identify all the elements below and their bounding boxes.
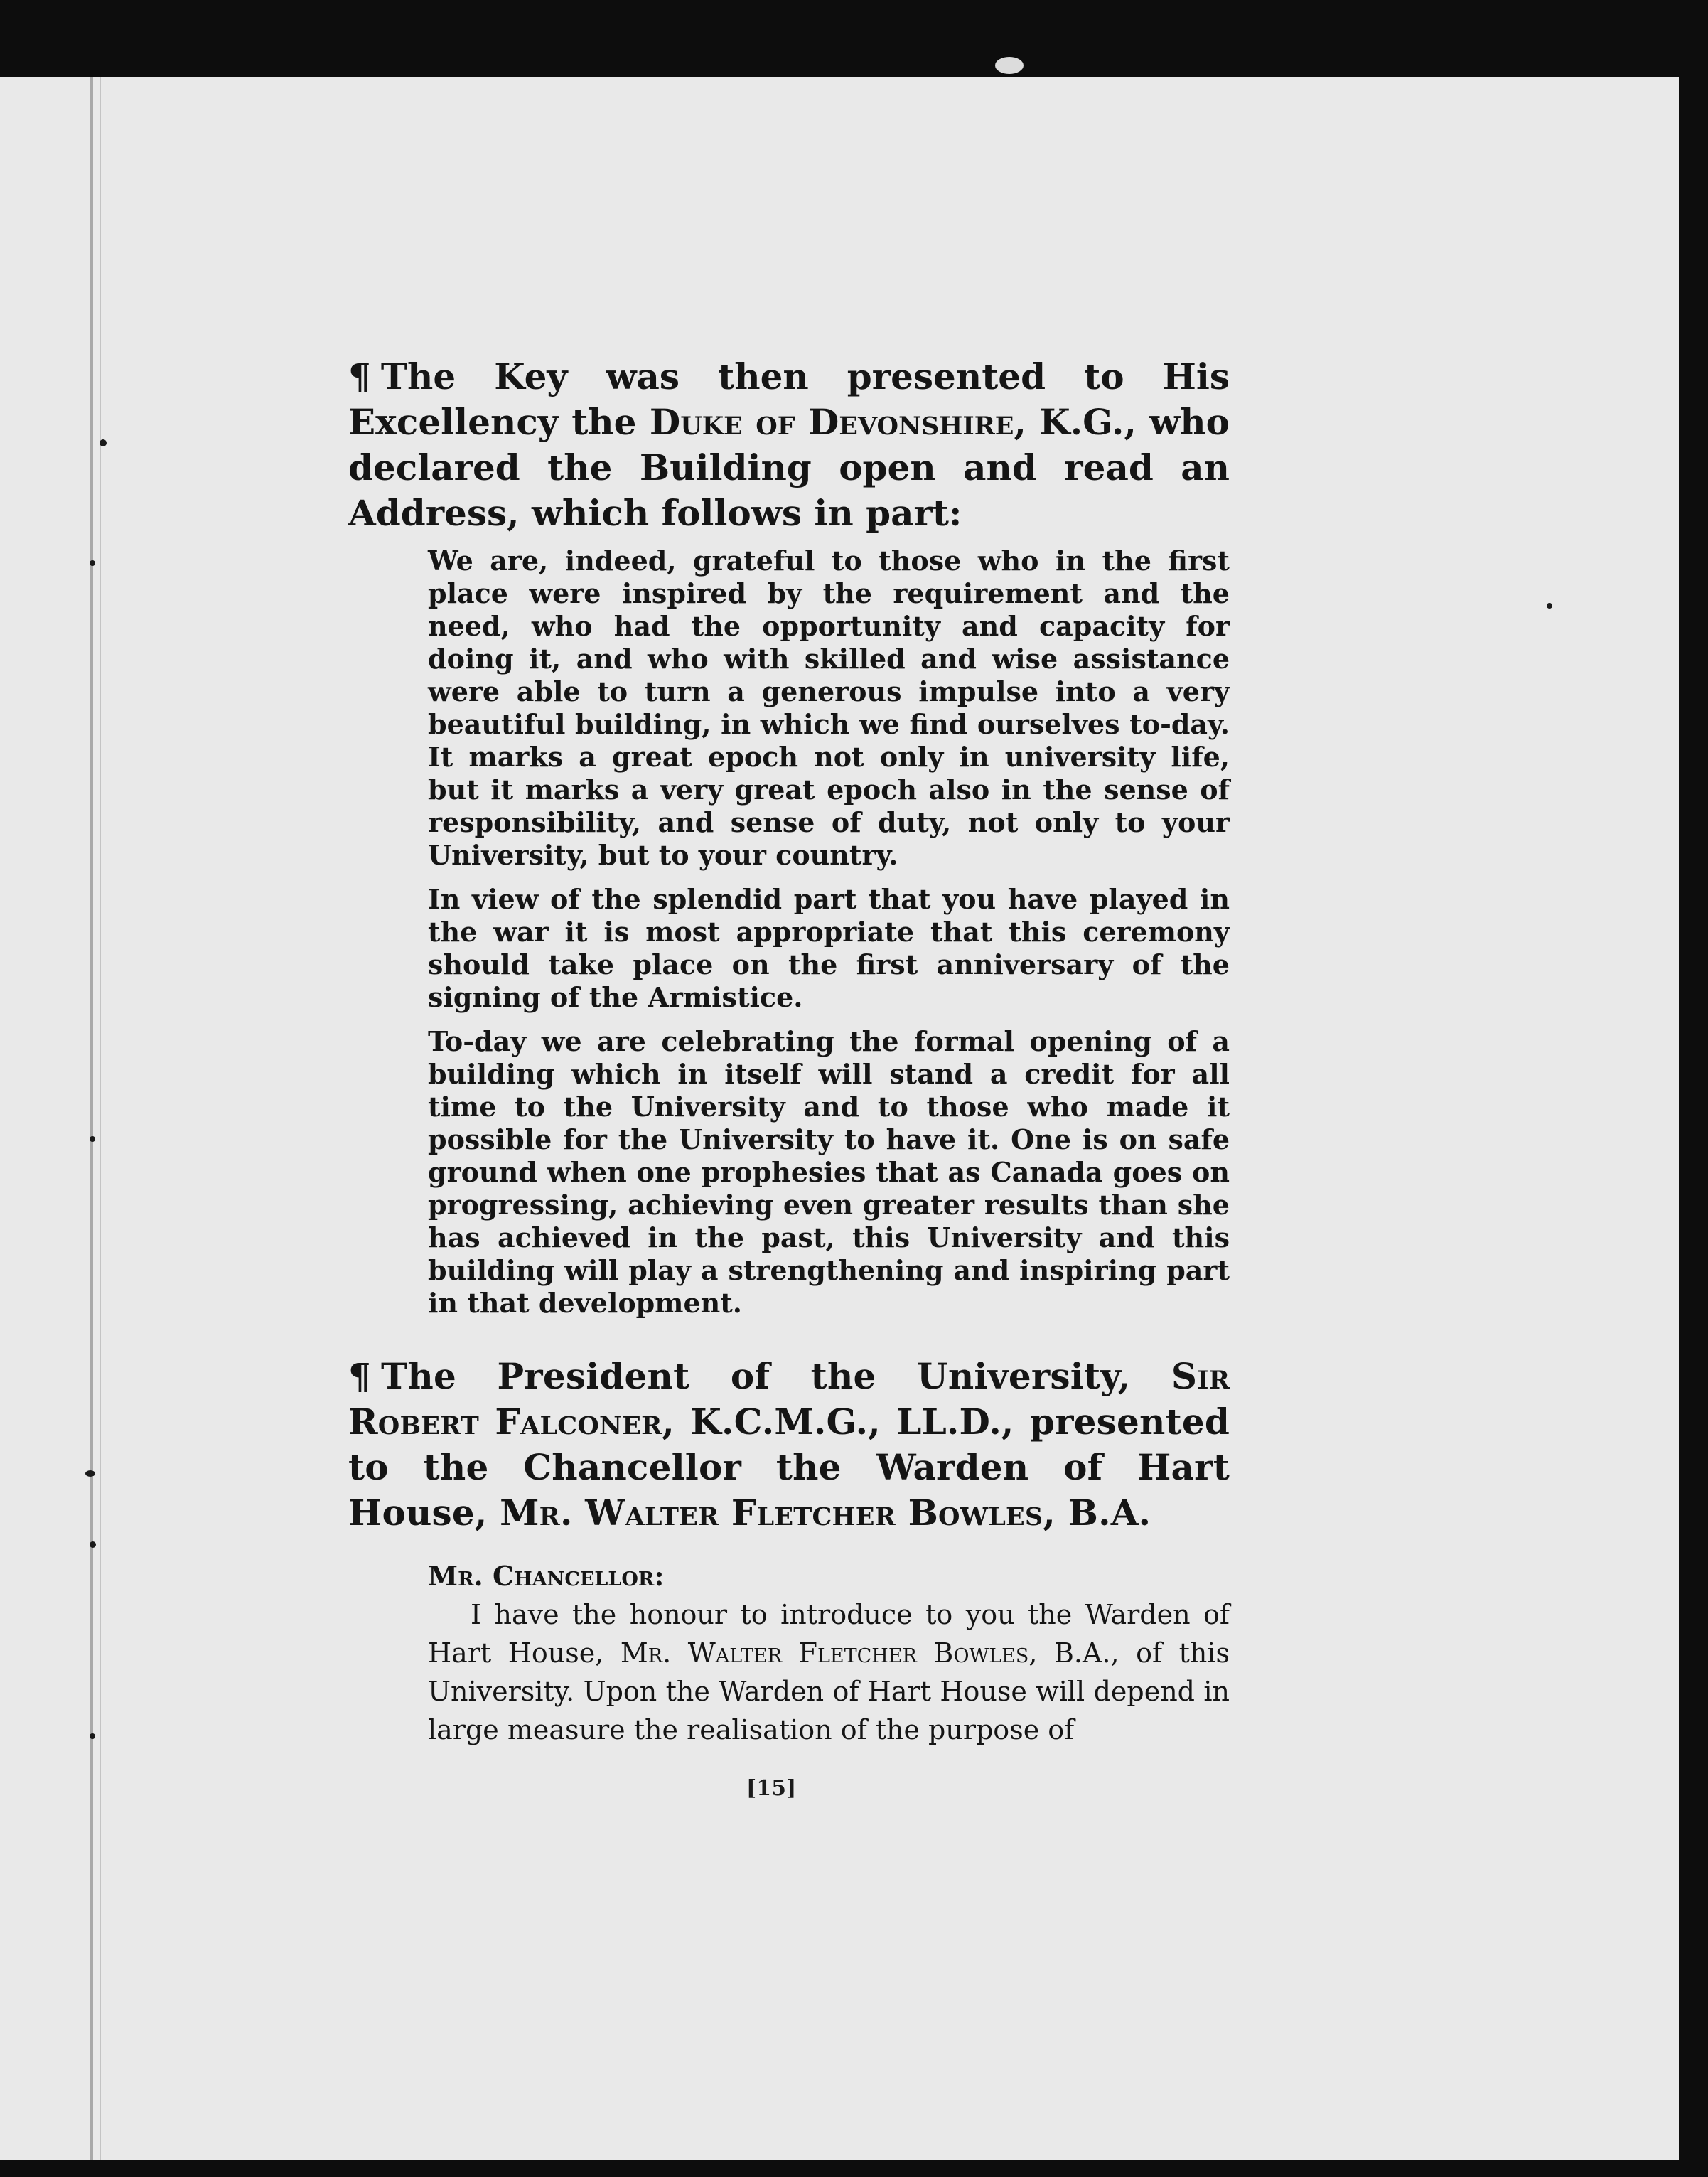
speech-salutation: Mr. Chancellor: bbox=[428, 1560, 665, 1592]
page-number: [15] bbox=[746, 1776, 797, 1801]
scan-speck bbox=[90, 560, 95, 566]
address-paragraph: We are, indeed, grateful to those who in the first place were inspired by the requirement and the need, who had the opportunity and capacity for doing it, and who with skilled and wise assistance were able to turn a generous impulse into a very beautiful building, in which we find ourselves to-day. It marks a great epoch not only in university life, but it marks a very great epoch also in the sense of responsibility, and sense of duty, not only to your University, but to your country. bbox=[428, 545, 1230, 871]
page-text bbox=[348, 354, 1230, 1749]
name-duke-of-devonshire: Duke of Devonshire bbox=[649, 401, 1014, 443]
scan-speck bbox=[90, 1541, 96, 1548]
scanned-page bbox=[0, 77, 1679, 2160]
pilcrow-mark: ¶ bbox=[348, 1355, 372, 1397]
paragraph-key-presented: ¶ The Key was then presented to His Excellency the Duke of Devonshire, K.G., who declared the Building open and read an Address, which follows in part: bbox=[348, 355, 1230, 534]
name-walter-fletcher-bowles: Mr. Walter Fletcher Bowles bbox=[500, 1492, 1043, 1534]
name-walter-fletcher-bowles-speech: Mr. Walter Fletcher Bowles bbox=[620, 1637, 1029, 1669]
scan-speck bbox=[90, 1136, 95, 1142]
scan-glare bbox=[995, 57, 1024, 74]
address-quotation bbox=[428, 545, 1230, 1320]
scan-speck bbox=[90, 1733, 95, 1739]
address-paragraph: In view of the splendid part that you have played in the war it is most appropriate that this ceremony should take place on the first anniversary of the signing of the Armistice. bbox=[428, 883, 1230, 1013]
president-speech bbox=[428, 1557, 1230, 1749]
binding-gutter-line bbox=[90, 77, 93, 2160]
scan-speck bbox=[100, 439, 107, 446]
address-paragraph: To-day we are celebrating the formal opening of a building which in itself will stand a credit for all time to the University and to those who made it possible for the University to have it. One is on safe ground when one prophesies that as Canada goes on progressing, achieving even greater results than she has achieved in the past, this University and this building will play a strengthening and inspiring part in that development. bbox=[428, 1025, 1230, 1319]
scan-speck bbox=[85, 1470, 95, 1477]
speech-paragraph: I have the honour to introduce to you the Warden of Hart House, Mr. Walter Fletcher Bowles, B.A., of this University. Upon the Warden of Hart House will depend in large measure the realisation of the purpose of bbox=[428, 1599, 1230, 1745]
pilcrow-mark: ¶ bbox=[348, 355, 371, 397]
name-sir-robert-falconer: Sir Robert Falconer bbox=[348, 1355, 1230, 1443]
binding-gutter-line-secondary bbox=[100, 77, 101, 2160]
scan-speck bbox=[1547, 603, 1552, 609]
paragraph-president-presented: ¶ The President of the University, Sir Robert Falconer, K.C.M.G., LL.D., presented to the Chancellor the Warden of Hart House, Mr. Walter Fletcher Bowles, B.A. bbox=[348, 1355, 1230, 1534]
